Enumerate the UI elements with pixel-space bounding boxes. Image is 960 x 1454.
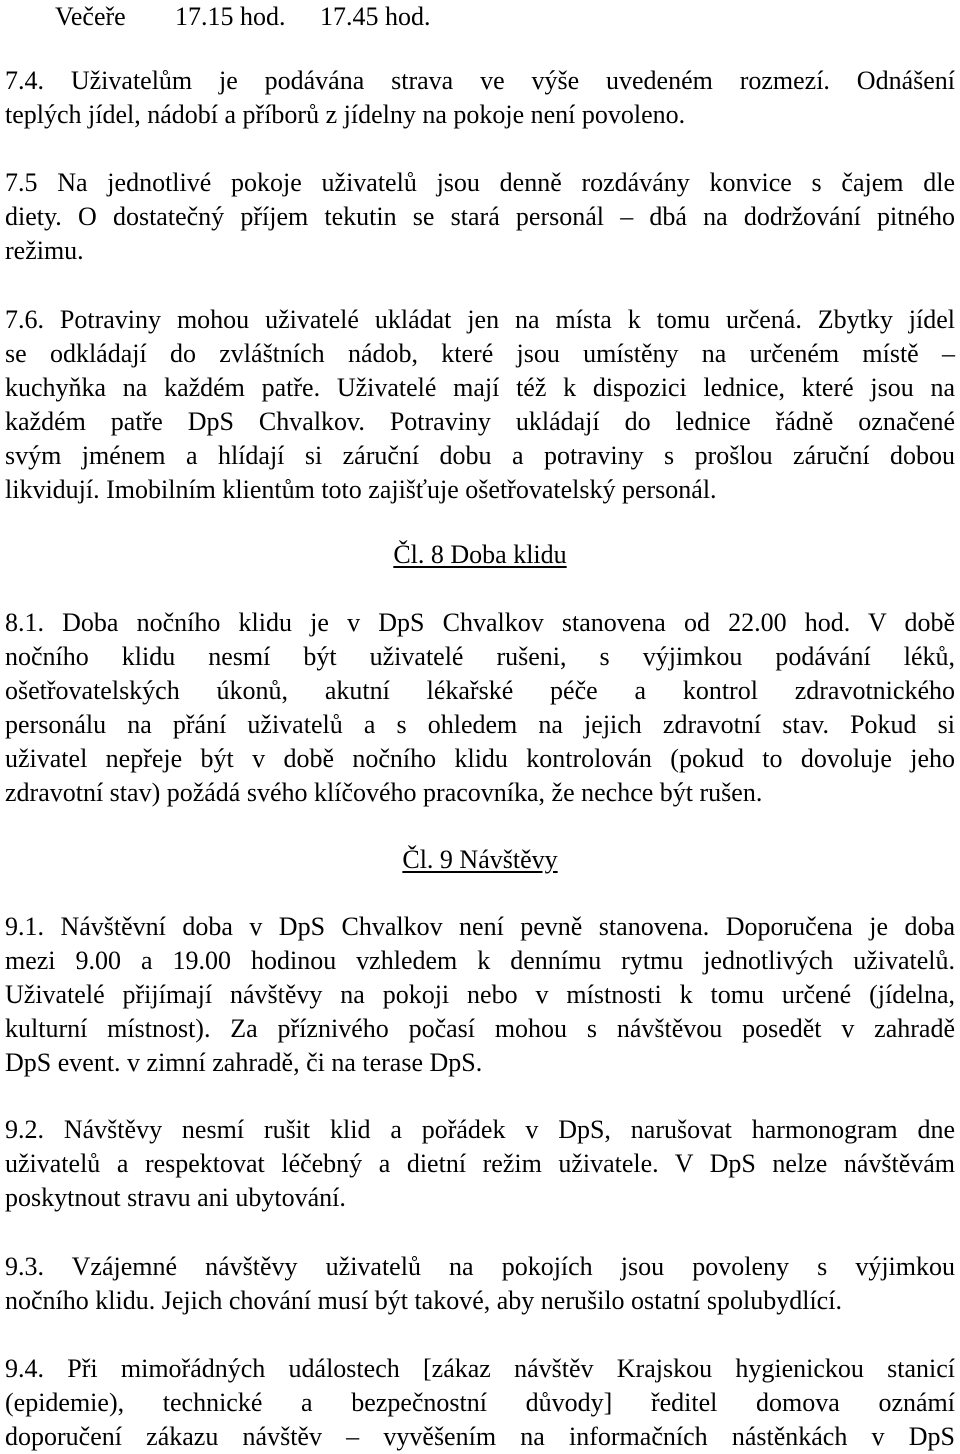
text-line: 9.1. Návštěvní doba v DpS Chvalkov není pevně stanovena. Doporučena je doba [5, 912, 955, 941]
text-line: nočního klidu nesmí být uživatelé rušeni, s výjimkou podávání léků, [5, 642, 955, 671]
text-line: se odkládají do zvláštních nádob, které jsou umístěny na určeném místě – [5, 339, 955, 368]
text-line: 9.3. Vzájemné návštěvy uživatelů na pokojích jsou povoleny s výjimkou [5, 1252, 955, 1281]
paragraph-8-1 [5, 606, 955, 810]
section-heading-8: Čl. 8 Doba klidu [393, 540, 567, 569]
paragraph-9-4 [5, 1352, 955, 1454]
text-line: personálu na přání uživatelů a s ohledem na jejich zdravotní stav. Pokud si [5, 710, 955, 739]
paragraph-7-6 [5, 303, 955, 507]
text-line: teplých jídel, nádobí a příborů z jídelny na pokoje není povoleno. [5, 100, 686, 129]
text-line: 9.4. Při mimořádných událostech [zákaz návštěv Krajskou hygienickou stanicí [5, 1354, 955, 1383]
paragraph-9-1 [5, 910, 955, 1080]
text-line: DpS event. v zimní zahradě, či na terase DpS. [5, 1048, 483, 1077]
text-line: mezi 9.00 a 19.00 hodinou vzhledem k dennímu rytmu jednotlivých uživatelů. [5, 946, 955, 975]
paragraph-7-4 [5, 64, 955, 132]
text-line: každém patře DpS Chvalkov. Potraviny ukládají do lednice řádně označené [5, 407, 955, 436]
text-line: ošetřovatelských úkonů, akutní lékařské péče a kontrol zdravotnického [5, 676, 955, 705]
text-line: 9.2. Návštěvy nesmí rušit klid a pořádek v DpS, narušovat harmonogram dne [5, 1115, 955, 1144]
text-line: Uživatelé přijímají návštěvy na pokoji nebo v místnosti k tomu určené (jídelna, [5, 980, 955, 1009]
text-line: kulturní místnost). Za příznivého počasí mohou s návštěvou posedět v zahradě [5, 1014, 955, 1043]
paragraph-9-3 [5, 1250, 955, 1318]
text-line: 7.5 Na jednotlivé pokoje uživatelů jsou denně rozdávány konvice s čajem dle [5, 168, 955, 197]
paragraph-7-5 [5, 166, 955, 268]
meal-time-to: 17.45 hod. [320, 2, 431, 31]
meal-row [5, 0, 955, 34]
text-line: nočního klidu. Jejich chování musí být takové, aby nerušilo ostatní spolubydlící. [5, 1286, 842, 1315]
text-line: uživatel nepřeje být v době nočního klidu kontrolován (pokud to dovoluje jeho [5, 744, 955, 773]
text-line: poskytnout stravu ani ubytování. [5, 1183, 346, 1212]
text-line: 8.1. Doba nočního klidu je v DpS Chvalkov stanovena od 22.00 hod. V době [5, 608, 955, 637]
text-line: kuchyňka na každém patře. Uživatelé mají též k dispozici lednice, které jsou na [5, 373, 955, 402]
text-line: 7.4. Uživatelům je podávána strava ve výše uvedeném rozmezí. Odnášení [5, 66, 955, 95]
text-line: 7.6. Potraviny mohou uživatelé ukládat jen na místa k tomu určená. Zbytky jídel [5, 305, 955, 334]
meal-time-from: 17.15 hod. [175, 2, 286, 31]
text-line: likvidují. Imobilním klientům toto zajišťuje ošetřovatelský personál. [5, 475, 717, 504]
text-line: diety. O dostatečný příjem tekutin se stará personál – dbá na dodržování pitného [5, 202, 955, 231]
text-line: svým jménem a hlídají si záruční dobu a potraviny s prošlou záruční dobou [5, 441, 955, 470]
text-line: režimu. [5, 236, 84, 265]
text-line: zdravotní stav) požádá svého klíčového pracovníka, že nechce být rušen. [5, 778, 763, 807]
text-line: uživatelů a respektovat léčebný a dietní režim uživatele. V DpS nelze návštěvám [5, 1149, 955, 1178]
section-heading-9: Čl. 9 Návštěvy [402, 845, 558, 874]
meal-label: Večeře [55, 2, 126, 31]
text-line: (epidemie), technické a bezpečnostní důvody] ředitel domova oznámí [5, 1388, 955, 1417]
text-line: doporučení zákazu návštěv – vyvěšením na informačních nástěnkách v DpS [5, 1422, 955, 1451]
paragraph-9-2 [5, 1113, 955, 1215]
